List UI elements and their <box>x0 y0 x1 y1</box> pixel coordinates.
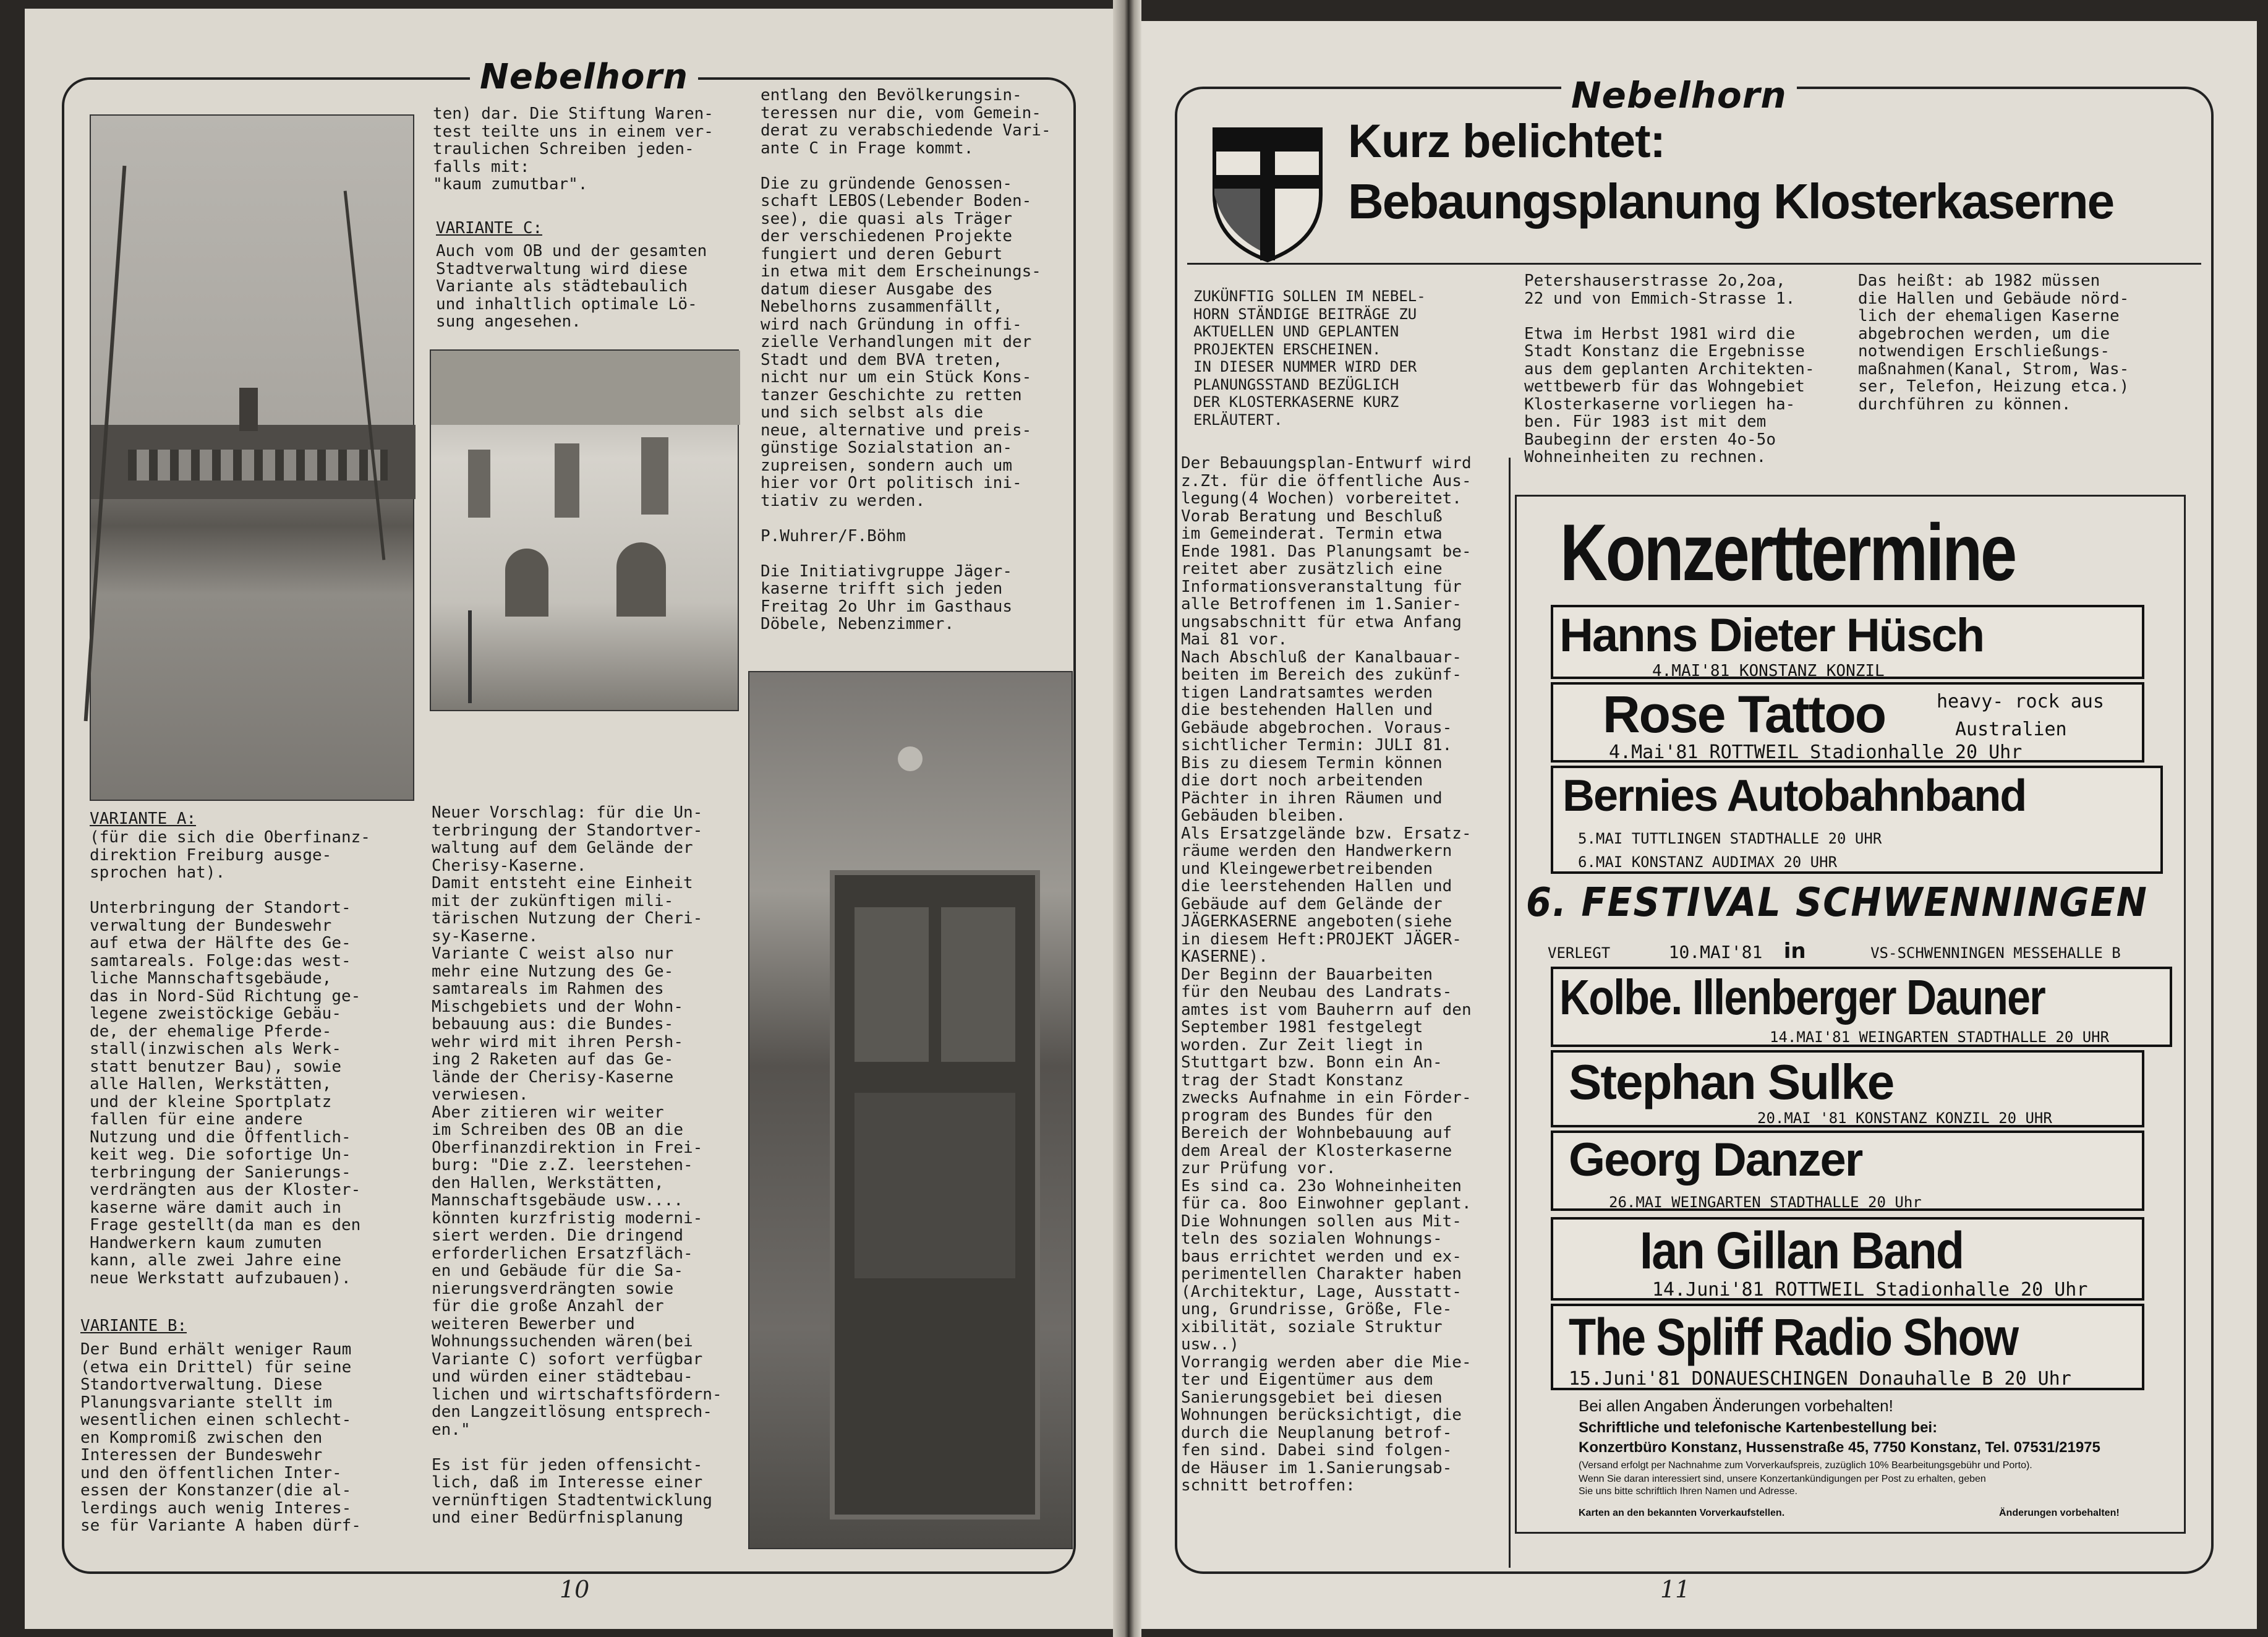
band-origin: Australien <box>1955 719 2067 740</box>
footer-notice: Bei allen Angaben Änderungen vorbehalten! <box>1579 1396 1893 1415</box>
variante-c-heading: VARIANTE C: <box>436 220 543 237</box>
footer-presale: Karten an den bekannten Vorverkaufstellen. <box>1579 1508 1785 1518</box>
footer-order-info: Schriftliche und telefonische Kartenbestellung bei: <box>1579 1419 1938 1436</box>
festival-details <box>1548 939 2121 964</box>
left-col3-text: entlang den Bevölkerungsin- teressen nur die, vom Gemein- derat zu verabschiedende Vari- ante C in Frage kommt. Die zu gründende Genossen- schaft LEBOS(Lebender Boden- see), die quasi als Träger der verschiedenen Projekte fungiert und deren Geburt in etwa mit dem Erscheinungs- datum dieser Ausgabe des Nebelhorns zusammenfällt, wird nach Gründung in offi- zielle Verhandlungen mit der Stadt und dem BVA treten, nicht nur um ein Stück Kons- tanzer Geschichte zu retten und sich selbst als die neue, alternative und preis- günstige Sozialstation an- zupreisen, sondern auch um hier vor Ort politisch ini- tiativ zu werden. P.Wuhrer/F.Böhm Die Initiativgruppe Jäger- kaserne trifft sich jeden Freitag 2o Uhr im Gasthaus Döbele, Nebenzimmer. <box>761 87 1051 633</box>
festival-verlegt: VERLEGT <box>1548 944 1611 962</box>
page-number-left: 10 <box>560 1576 590 1603</box>
band-ian-gillan <box>1551 1217 2144 1301</box>
band-date: 20.MAI '81 KONSTANZ KONZIL 20 UHR <box>1757 1109 2052 1127</box>
band-name: Georg Danzer <box>1569 1134 1862 1186</box>
page-number-right: 11 <box>1660 1576 1690 1603</box>
divider-line <box>1187 263 2201 265</box>
festival-date: 10.MAI'81 <box>1668 942 1763 962</box>
band-stephan-sulke <box>1551 1050 2144 1127</box>
band-date-2: 6.MAI KONSTANZ AUDIMAX 20 UHR <box>1578 853 1838 871</box>
band-date: 4.Mai'81 ROTTWEIL Stadionhalle 20 Uhr <box>1609 742 2023 763</box>
band-spliff-radio-show <box>1551 1304 2144 1390</box>
festival-name: 6. FESTIVAL SCHWENNINGEN <box>1526 880 2148 926</box>
band-date: 14.Juni'81 ROTTWEIL Stadionhalle 20 Uhr <box>1652 1279 2088 1301</box>
band-name: Kolbe. Illenberger Dauner <box>1559 970 2045 1025</box>
column-divider <box>1509 458 1511 1568</box>
band-date: 26.MAI WEINGARTEN STADTHALLE 20 Uhr <box>1609 1194 1922 1211</box>
binding-gutter <box>1113 0 1141 1637</box>
footer-address: Konzertbüro Konstanz, Hussenstraße 45, 7750 Konstanz, Tel. 07531/21975 <box>1579 1439 2100 1456</box>
band-name: Stephan Sulke <box>1569 1054 1894 1109</box>
footer-changes: Änderungen vorbehalten! <box>1999 1508 2120 1518</box>
konzerttermine-ad <box>1515 495 2186 1534</box>
konzerttermine-heading: Konzerttermine <box>1560 507 2015 597</box>
band-name: Bernies Autobahnband <box>1562 771 2026 821</box>
band-date: 4.MAI'81 KONSTANZ KONZIL <box>1652 662 1885 680</box>
left-col2-bottom-text: Neuer Vorschlag: für die Un- terbringung der Standortver- waltung auf dem Gelände der Cherisy-Kaserne. Damit entsteht eine Einheit mit der zukünftigen mili- tärischen Nutzung der Cheri- sy-Kaserne. Variante C weist also nur mehr eine Nutzung des Ge- samtareals im Rahmen des Mischgebiets und der Wohn- bebauung aus: die Bundes- wehr wird mit ihren Persh- ing 2 Raketen auf das Ge- lände der Cherisy-Kaserne verwiesen. Aber zitieren wir weiter im Schreiben des OB an die Oberfinanzdirektion in Frei- burg: "Die z.Z. leerstehen- den Hallen, Werkstätten, Mannschaftsgebäude usw.... könnten kurzfristig moderni- siert werden. Die dringend erforderlichen Ersatzfläch- en und Gebäude für die Sa- nierungsverdrängten sowie für die große Anzahl der weiteren Bewerber und Wohnungssuchenden wären(bei Variante C) sofort verfügbar und würden einer städtebau- lichen und wirtschaftsfördern- den Langzeitlösung entsprech- en." Es ist für jeden offensicht- lich, daß im Interesse einer vernünftigen Stadtentwicklung und einer Bedürfnisplanung <box>432 804 722 1527</box>
band-bernies <box>1551 766 2163 874</box>
photo-building-corner <box>430 349 739 711</box>
band-genre: heavy- rock aus <box>1937 691 2104 712</box>
variante-a-text: (für die sich die Oberfinanz- direktion Freiburg ausge- sprochen hat). Unterbringung der Standort- verwaltung der Bundeswehr auf etwa der Hälfte des Ge- samtareals. Folge:das west- liche Mannschaftsgebäude, das in Nord-Süd Richtung ge- legene zweistöckige Gebäu- de, der ehemalige Pferde- stall(inzwischen als Werk- statt benutzer Bau), sowie alle Hallen, Werkstätten, und der kleine Sportplatz fallen für eine andere Nutzung und die Öffentlich- keit weg. Die sofortige Un- terbringung der Sanierungs- verdrängten aus der Kloster- kaserne wäre damit auch in Frage gestellt(da man es den Handwerkern kaum zumuten kann, alle zwei Jahre eine neue Werkstatt aufzubauen). <box>90 829 370 1287</box>
photo-old-door <box>748 671 1073 1549</box>
variante-c-text: Auch vom OB und der gesamten Stadtverwaltung wird diese Variante als städtebaulich und inhaltlich optimale Lö- sung angesehen. <box>436 242 707 331</box>
variante-a-heading: VARIANTE A: <box>90 810 197 828</box>
intro-text: ZUKÜNFTIG SOLLEN IM NEBEL- HORN STÄNDIGE BEITRÄGE ZU AKTUELLEN UND GEPLANTEN PROJEKTEN ERSCHEINEN. IN DIESER NUMMER WIRD DER PLANUNGSSTAND BEZÜGLICH DER KLOSTERKASERNE KURZ ERLÄUTERT. <box>1193 288 1426 429</box>
right-col3-text: Das heißt: ab 1982 müssen die Hallen und Gebäude nörd- lich der ehemaligen Kaserne abgebrochen werden, um die notwendigen Erschließungs- maßnahmen(Kanal, Strom, Was- ser, Telefon, Heizung etca.) durchführen zu können. <box>1858 272 2129 413</box>
kurz-belichtet-heading: Kurz belichtet: <box>1348 115 1665 168</box>
masthead-left: Nebelhorn <box>470 57 698 97</box>
band-date: 14.MAI'81 WEINGARTEN STADTHALLE 20 UHR <box>1770 1028 2110 1046</box>
band-name: Rose Tattoo <box>1603 685 1886 743</box>
band-huesch <box>1551 605 2144 679</box>
band-georg-danzer <box>1551 1131 2144 1211</box>
footer-mailing-2: Sie uns bitte schriftlich Ihren Namen und Adresse. <box>1579 1486 1797 1497</box>
variante-b-heading: VARIANTE B: <box>80 1317 187 1335</box>
variante-b-text: Der Bund erhält weniger Raum (etwa ein Drittel) für seine Standortverwaltung. Diese Planungsvariante stellt im wesentlichen einen schlecht- en Kompromiß zwischen den Interessen der Bundeswehr und den öffentlichen Inter- essen der Konstanzer(die al- lerdings auch wenig Interes- se für Variante A haben dürf- <box>80 1341 361 1535</box>
band-date: 15.Juni'81 DONAUESCHINGEN Donauhalle B 20 Uhr <box>1569 1368 2071 1390</box>
band-rose-tattoo <box>1551 682 2144 763</box>
footer-mailing: Wenn Sie daran interessiert sind, unsere Konzertankündigungen per Post zu erhalten, geben <box>1579 1474 1986 1484</box>
left-col1-top-text: ten) dar. Die Stiftung Waren- test teilte uns in einem ver- traulichen Schreiben jeden- falls mit: "kaum zumutbar". <box>433 105 714 194</box>
band-name: Ian Gillan Band <box>1640 1221 1964 1280</box>
footer-shipping: (Versand erfolgt per Nachnahme zum Vorverkaufspreis, zuzüglich 10% Bearbeitungsgebühr und Porto). <box>1579 1460 2032 1471</box>
band-date: 5.MAI TUTTLINGEN STADTHALLE 20 UHR <box>1578 830 1882 847</box>
photo-kaserne-building <box>90 114 414 801</box>
band-kolbe-illenberger-dauner <box>1551 967 2172 1047</box>
band-name: Hanns Dieter Hüsch <box>1559 609 1984 662</box>
band-name: The Spliff Radio Show <box>1569 1308 2018 1366</box>
festival-in: in <box>1783 939 1806 964</box>
konstanz-coat-of-arms-icon <box>1212 127 1323 263</box>
article-title: Bebaungsplanung Klosterkaserne <box>1348 174 2114 229</box>
festival-place: VS-SCHWENNINGEN MESSEHALLE B <box>1870 944 2121 962</box>
main-article-text: Der Bebauungsplan-Entwurf wird z.Zt. für die öffentliche Aus- legung(4 Wochen) vorbereitet. Vorab Beratung und Beschluß im Gemeinderat. Termin etwa Ende 1981. Das Planungsamt be- reitet aber zusätzlich eine Informationsveranstaltung für alle Betroffenen im 1.Sanier- ungsabschnitt für etwa Anfang Mai 81 vor. Nach Abschluß der Kanalbauar- beiten im Bereich des zukünf- tigen Landratsamtes werden die bestehenden Hallen und Gebäude abgebrochen. Voraus- sichtlicher Termin: JULI 81. Bis zu diesem Termin können die dort noch arbeitenden Pächter in ihren Räumen und Gebäuden bleiben. Als Ersatzgelände bzw. Ersatz- räume werden den Handwerkern und Kleingewerbetreibenden die leerstehenden Hallen und Gebäude auf dem Gelände der JÄGERKASERNE angeboten(siehe in diesem Heft:PROJEKT JÄGER- KASERNE). Der Beginn der Bauarbeiten für den Neubau des Landrats- amtes ist vom Bauherrn auf den September 1981 festgelegt worden. Zur Zeit liegt in Stuttgart bzw. Bonn ein An- trag der Stadt Konstanz zwecks Aufnahme in ein Förder- program des Bundes für den Bereich der Wohnbebauung auf dem Areal der Klosterkaserne zur Prüfung vor. Es sind ca. 23o Wohneinheiten für ca. 8oo Einwohner geplant. Die Wohnungen sollen aus Mit- teln des sozialen Wohnungs- baus errichtet werden und ex- perimentellen Charakter haben (Architektur, Lage, Ausstatt- ung, Grundrisse, Größe, Fle- xibilität, soziale Struktur usw..) Vorrangig werden aber die Mie- ter und Eigentümer aus dem Sanierungsgebiet bei diesen Wohnungen berücksichtigt, die durch die Neuplanung betrof- fen sind. Dabei sind folgen- de Häuser im 1.Sanierungsab- schnitt betroffen: <box>1181 455 1472 1495</box>
right-col2-text: Petershauserstrasse 2o,2oa, 22 und von Emmich-Strasse 1. Etwa im Herbst 1981 wird die Stadt Konstanz die Ergebnisse aus dem geplanten Architekten- wettbewerb für das Wohngebiet Klosterkaserne vorliegen ha- ben. Für 1983 ist mit dem Baubeginn der ersten 4o-5o Wohneinheiten zu rechnen. <box>1524 272 1815 466</box>
masthead-right: Nebelhorn <box>1561 74 1797 116</box>
